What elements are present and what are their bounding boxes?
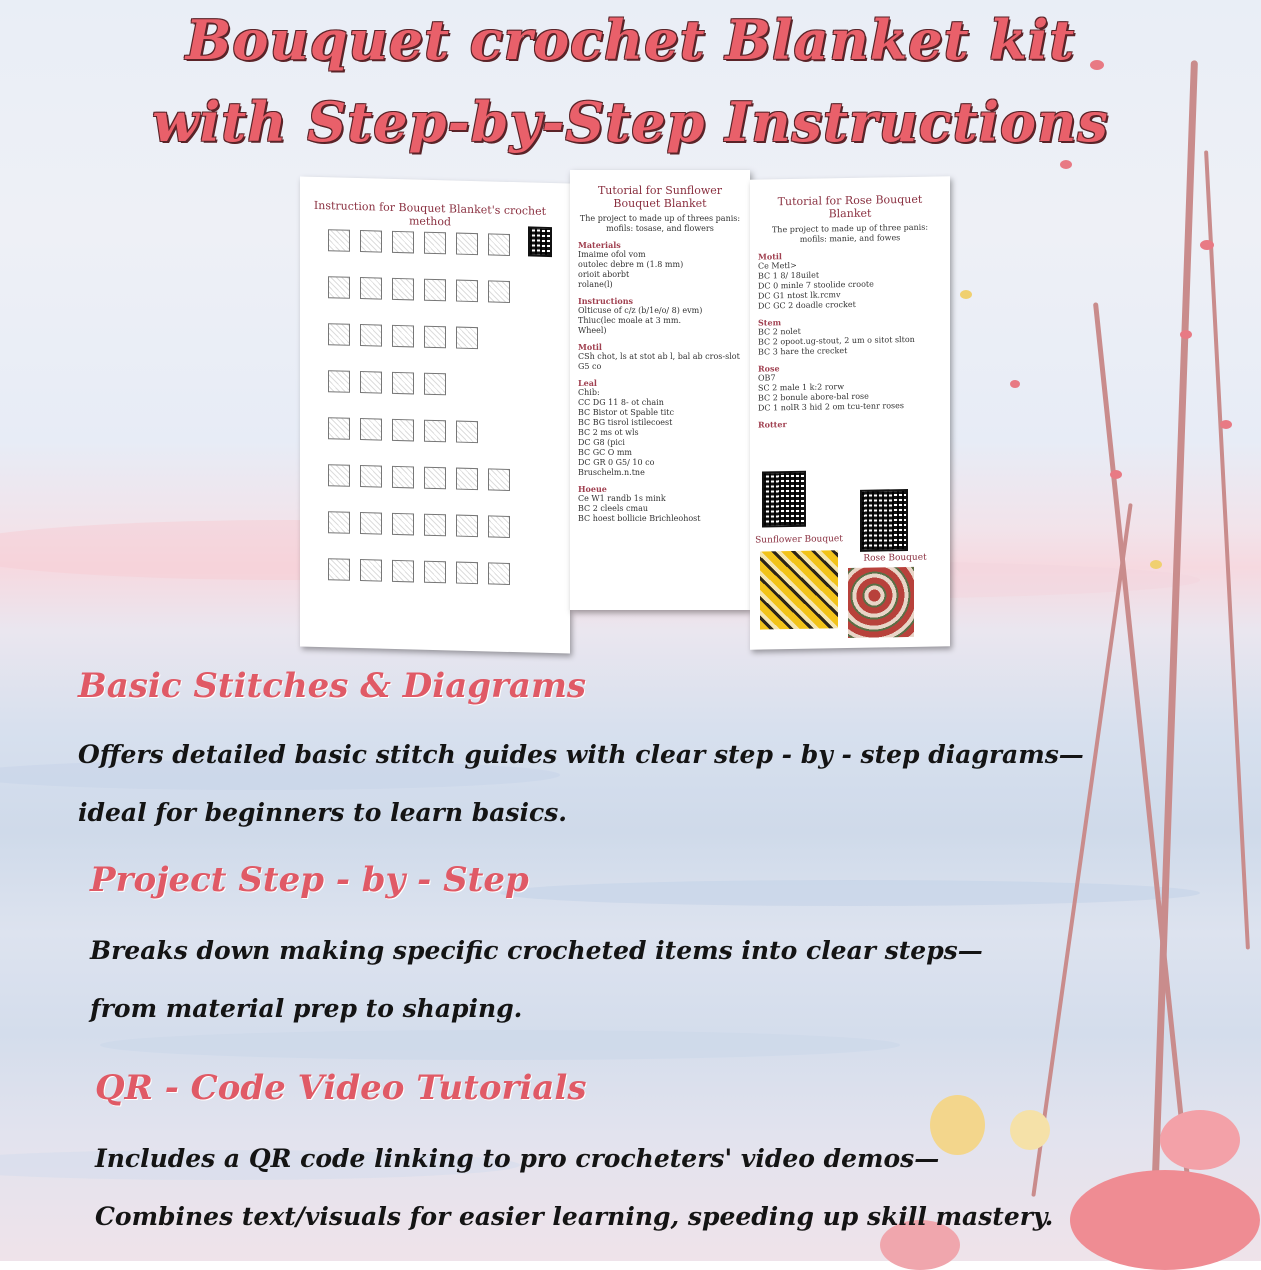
stitch-diagram-icon <box>328 464 350 487</box>
blossom <box>1110 470 1122 479</box>
booklet-section-line: BC 1 8/ 18uilet <box>758 270 820 281</box>
qr-code <box>762 471 806 528</box>
stitch-diagram-icon <box>328 370 350 393</box>
flower <box>1070 1170 1260 1270</box>
stitch-diagram-icon <box>392 560 414 583</box>
stitch-diagram-icon <box>424 326 446 349</box>
water-streak <box>500 880 1200 906</box>
right-page-title: Tutorial for Rose Bouquet Blanket <box>777 192 923 221</box>
booklet-section-heading: Rotter <box>758 419 787 430</box>
feature-heading-basic-stitches: Basic Stitches & Diagrams <box>78 666 587 706</box>
instruction-booklet <box>300 170 960 660</box>
booklet-section-line: SC 2 male 1 k:2 rorw <box>758 382 845 393</box>
stitch-diagram-icon <box>392 513 414 536</box>
booklet-section-heading: Materials <box>578 240 621 250</box>
blossom <box>1200 240 1214 250</box>
stitch-diagram-icon <box>456 562 478 585</box>
booklet-section-line: DC G8 (pici <box>578 438 625 447</box>
stitch-diagram-icon <box>456 280 478 303</box>
booklet-section-line: BC 2 ms ot wls <box>578 428 639 437</box>
booklet-right-page <box>750 176 950 649</box>
booklet-section-line: DC GR 0 G5/ 10 co <box>578 458 655 467</box>
tree-branch <box>1031 503 1132 1197</box>
tree-branch <box>1204 150 1250 949</box>
stitch-diagram-icon <box>328 276 350 299</box>
stitch-diagram-icon <box>488 562 510 585</box>
booklet-section-line: DC 1 nolR 3 hid 2 om tcu-tenr roses <box>758 401 904 413</box>
booklet-section-line: G5 co <box>578 362 602 371</box>
stitch-diagram-icon <box>488 468 510 491</box>
stitch-diagram-icon <box>424 279 446 302</box>
booklet-section-line: Ce Metl> <box>758 260 797 271</box>
feature-text-line: ideal for beginners to learn basics. <box>78 798 567 827</box>
stitch-diagram-icon <box>456 515 478 538</box>
booklet-section-line: orioit aborbt <box>578 270 630 279</box>
stitch-diagram-icon <box>360 559 382 582</box>
stitch-diagram-icon <box>360 512 382 535</box>
booklet-section-line: OB7 <box>758 373 776 383</box>
stitch-diagram-icon <box>360 465 382 488</box>
stitch-diagram-icon <box>328 558 350 581</box>
stitch-diagram-icon <box>328 511 350 534</box>
stitch-diagram-icon <box>360 418 382 441</box>
qr-code <box>528 226 552 257</box>
stitch-diagram-icon <box>424 467 446 490</box>
stitch-diagram-icon <box>488 233 510 256</box>
stitch-diagram-icon <box>392 278 414 301</box>
booklet-section-line: BC 2 bonule abore-bal rose <box>758 391 869 403</box>
booklet-section-heading: Hoeue <box>578 484 607 494</box>
stitch-diagram-icon <box>392 231 414 254</box>
middle-page-intro: The project to made up of threes panis: mofils: tosase, and flowers <box>579 214 741 233</box>
right-page-intro: The project to made up of three panis: mofils: manie, and fowes <box>771 222 929 244</box>
stitch-diagram-icon <box>328 323 350 346</box>
stitch-diagram-icon <box>392 419 414 442</box>
feature-heading-qr-video: QR - Code Video Tutorials <box>95 1068 587 1108</box>
stitch-diagram-icon <box>392 372 414 395</box>
qr-code <box>860 489 908 552</box>
blossom <box>1180 330 1192 339</box>
stitch-diagram-icon <box>456 327 478 350</box>
stitch-diagram-icon <box>456 233 478 256</box>
booklet-section-line: Ce W1 randb 1s mink <box>578 494 666 503</box>
blossom <box>1060 160 1072 169</box>
rose-photo-label: Rose Bouquet <box>863 552 927 564</box>
booklet-section-line: rolane(l) <box>578 280 613 289</box>
flower <box>1010 1110 1050 1150</box>
booklet-section-line: BC 2 nolet <box>758 326 801 337</box>
stitch-diagram-icon <box>360 230 382 253</box>
stitch-diagram-icon <box>456 421 478 444</box>
booklet-section-line: Wheel) <box>578 326 607 335</box>
water-streak <box>100 1030 900 1060</box>
booklet-section-line: DC G1 ntost lk.rcmv <box>758 290 841 301</box>
sunflower-blanket-photo <box>760 550 838 629</box>
blossom <box>960 290 972 299</box>
middle-page-sections <box>578 240 742 524</box>
booklet-section-heading: Motil <box>758 251 782 262</box>
booklet-section-heading: Rose <box>758 363 780 374</box>
booklet-section-line: BC BG tisrol istilecoest <box>578 418 673 427</box>
stitch-diagram-icon <box>360 324 382 347</box>
booklet-section-line: outolec debre m (1.8 mm) <box>578 260 684 269</box>
right-page-sections <box>758 248 942 429</box>
booklet-section-line: Thiuc(lec moale at 3 mm. <box>578 316 681 325</box>
stitch-diagram-icon <box>360 277 382 300</box>
left-page-title: Instruction for Bouquet Blanket's crochet method <box>313 198 547 229</box>
stitch-diagram-icon <box>424 561 446 584</box>
feature-heading-project-steps: Project Step - by - Step <box>90 860 529 900</box>
blossom <box>1150 560 1162 569</box>
stitch-diagram-icon <box>488 515 510 538</box>
stitch-diagram-icon <box>328 229 350 252</box>
booklet-section-heading: Leal <box>578 378 597 388</box>
middle-page-title: Tutorial for Sunflower Bouquet Blanket <box>597 184 723 210</box>
booklet-section-line: DC 0 minle 7 stoolide croote <box>758 279 874 291</box>
booklet-section-line: Imaime ofol vom <box>578 250 646 259</box>
stitch-diagram-icon <box>328 417 350 440</box>
booklet-section-line: DC GC 2 doadle crocket <box>758 299 856 311</box>
booklet-section-line: Chib: <box>578 388 600 397</box>
booklet-section-heading: Stem <box>758 317 782 328</box>
stitch-diagram-icon <box>392 466 414 489</box>
rose-blanket-photo <box>848 567 914 638</box>
booklet-section-line: Olticuse of c/z (b/1e/o/ 8) evm) <box>578 306 703 315</box>
booklet-section-line: Bruschelm.n.tne <box>578 468 645 477</box>
booklet-section-line: BC hoest bollicie Brichleohost <box>578 514 701 523</box>
stitch-diagram-icon <box>424 373 446 396</box>
booklet-left-page <box>300 176 570 653</box>
blossom <box>1220 420 1232 429</box>
stitch-diagram-icon <box>424 420 446 443</box>
booklet-section-line: BC GC O mm <box>578 448 633 457</box>
feature-text-line: Offers detailed basic stitch guides with clear step - by - step diagrams— <box>78 740 1084 769</box>
stitch-diagram-icon <box>392 325 414 348</box>
booklet-section-line: BC 3 hare the crecket <box>758 346 848 357</box>
booklet-section-line: CSh chot, ls at stot ab l, bal ab cros-slot <box>578 352 740 361</box>
flower <box>1160 1110 1240 1170</box>
booklet-section-line: BC Bistor ot Spable titc <box>578 408 675 417</box>
stitch-diagram-icon <box>456 468 478 491</box>
page-title-line2: with Step-by-Step Instructions <box>152 90 1109 154</box>
stitch-diagram-grid <box>300 176 570 183</box>
tree-branch <box>1149 60 1198 1260</box>
booklet-section-heading: Instructions <box>578 296 634 306</box>
feature-text-line: Combines text/visuals for easier learning, speeding up skill mastery. <box>95 1202 1054 1231</box>
stitch-diagram-icon <box>360 371 382 394</box>
feature-text-line: Breaks down making specific crocheted items into clear steps— <box>90 936 983 965</box>
sunflower-photo-label: Sunflower Bouquet <box>755 534 843 546</box>
page-title-line1: Bouquet crochet Blanket kit <box>185 8 1076 72</box>
booklet-section-line: BC 2 cleels cmau <box>578 504 649 513</box>
feature-text-line: from material prep to shaping. <box>90 994 523 1023</box>
blossom <box>1010 380 1020 388</box>
stitch-diagram-icon <box>424 232 446 255</box>
booklet-section-line: CC DG 11 8- ot chain <box>578 398 664 407</box>
booklet-section-heading: Motil <box>578 342 602 352</box>
stitch-diagram-icon <box>424 514 446 537</box>
booklet-middle-page <box>570 170 750 610</box>
booklet-section-line: BC 2 opoot.ug-stout, 2 um o sitot slton <box>758 334 915 347</box>
stitch-diagram-icon <box>488 280 510 303</box>
feature-text-line: Includes a QR code linking to pro crocheters' video demos— <box>95 1144 940 1173</box>
